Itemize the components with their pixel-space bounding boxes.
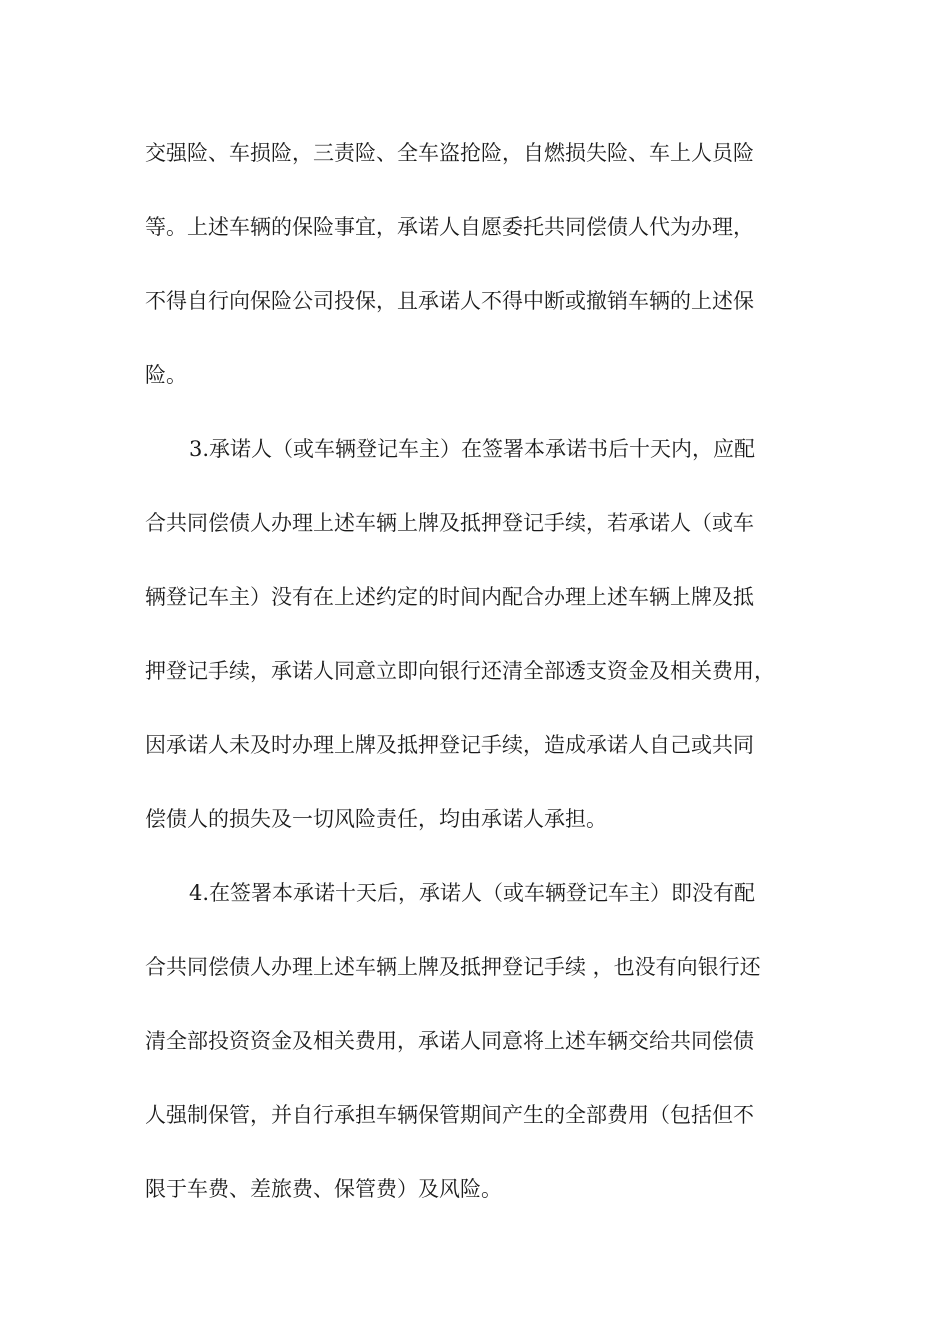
text-line: 偿债人的损失及一切风险责任，均由承诺人承担。 [145, 807, 607, 831]
text-line: 险。 [145, 363, 187, 387]
text-line: 合共同偿债人办理上述车辆上牌及抵押登记手续 ，也没有向银行还 [145, 955, 761, 979]
document-body [145, 131, 825, 1241]
text-line: 3.承诺人（或车辆登记车主）在签署本承诺书后十天内，应配 [189, 437, 756, 461]
text-line: 交强险、车损险，三责险、全车盗抢险，自燃损失险、车上人员险 [145, 141, 754, 165]
text-line: 人强制保管，并自行承担车辆保管期间产生的全部费用（包括但不 [145, 1103, 754, 1127]
text-line: 4.在签署本承诺十天后，承诺人（或车辆登记车主）即没有配 [189, 881, 756, 905]
paragraph-clause-3 [145, 427, 825, 871]
text-line: 辆登记车主）没有在上述约定的时间内配合办理上述车辆上牌及抵 [145, 585, 754, 609]
text-line: 不得自行向保险公司投保，且承诺人不得中断或撤销车辆的上述保 [145, 289, 754, 313]
text-line: 等。上述车辆的保险事宜，承诺人自愿委托共同偿债人代为办理， [145, 215, 754, 239]
paragraph-clause-4 [145, 871, 825, 1241]
text-line: 限于车费、差旅费、保管费）及风险。 [145, 1177, 502, 1201]
text-line: 押登记手续，承诺人同意立即向银行还清全部透支资金及相关费用， [145, 659, 775, 683]
text-line: 清全部投资资金及相关费用，承诺人同意将上述车辆交给共同偿债 [145, 1029, 754, 1053]
text-line: 因承诺人未及时办理上牌及抵押登记手续，造成承诺人自己或共同 [145, 733, 754, 757]
paragraph-insurance [145, 131, 825, 427]
text-line: 合共同偿债人办理上述车辆上牌及抵押登记手续，若承诺人（或车 [145, 511, 754, 535]
